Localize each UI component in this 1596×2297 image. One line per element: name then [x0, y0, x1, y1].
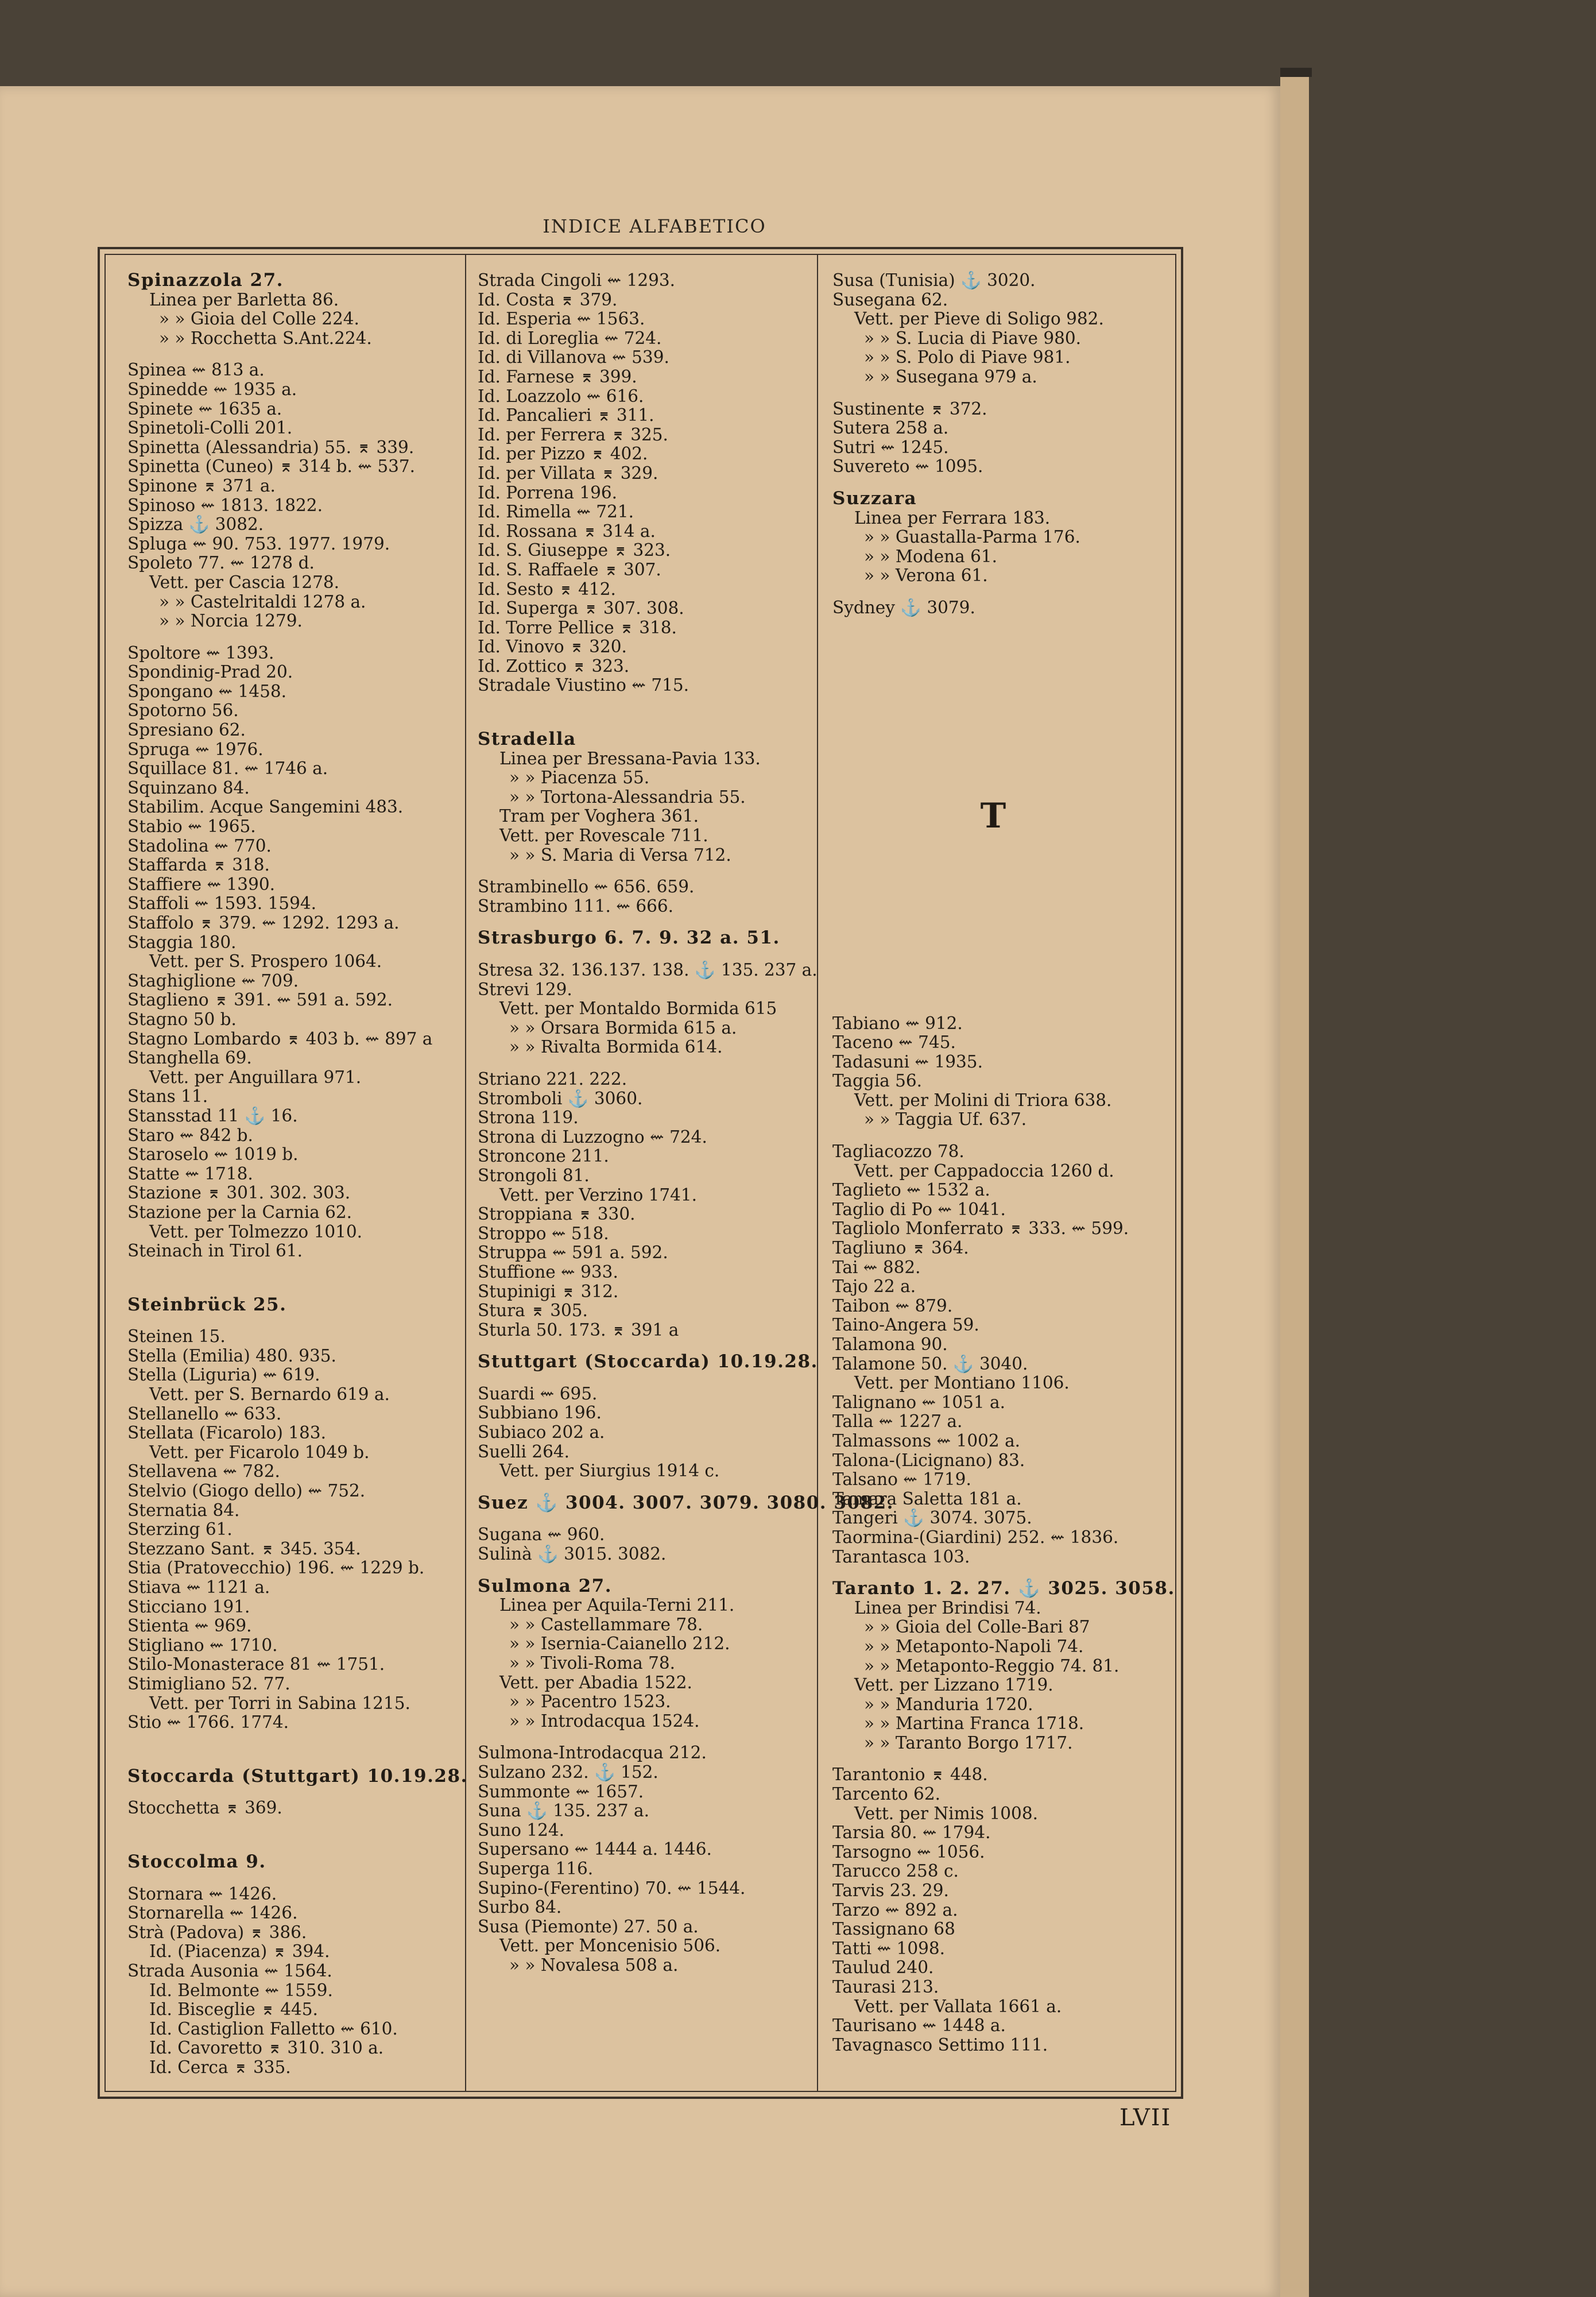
index-entry: Id. Sesto ⌆ 412. — [478, 579, 616, 599]
index-entry: Linea per Brindisi 74. — [854, 1598, 1041, 1618]
index-entry: Linea per Aquila-Terni 211. — [499, 1595, 735, 1615]
page-edge — [1280, 72, 1309, 2297]
index-entry: Sulmona-Introdacqua 212. — [478, 1743, 707, 1763]
index-entry: Superga 116. — [478, 1858, 594, 1878]
index-entry: Summonte ⇜ 1657. — [478, 1781, 644, 1801]
index-entry: Strambino 111. ⇜ 666. — [478, 896, 674, 916]
index-entry: Id. Cerca ⌆ 335. — [149, 2057, 291, 2077]
index-entry: Stornarella ⇜ 1426. — [127, 1903, 298, 1923]
index-entry: Sydney ⚓ 3079. — [832, 597, 975, 617]
index-entry: » » Novalesa 508 a. — [509, 1955, 679, 1975]
spacer — [127, 1818, 449, 1853]
index-entry: Id. Loazzolo ⇜ 616. — [478, 386, 644, 406]
index-entry: Tram per Voghera 361. — [499, 806, 699, 826]
index-entry: Stura ⌆ 305. — [478, 1301, 588, 1321]
index-entry: Steinen 15. — [127, 1327, 226, 1347]
index-entry: » » Verona 61. — [864, 566, 988, 586]
index-entry: Statte ⇜ 1718. — [127, 1163, 253, 1184]
index-entry: Supersano ⇜ 1444 a. 1446. — [478, 1839, 712, 1859]
index-entry: Vett. per Cappadoccia 1260 d. — [854, 1161, 1114, 1181]
index-entry: » » Orsara Bormida 615 a. — [509, 1018, 737, 1038]
spacer — [478, 695, 799, 730]
index-entry: » » Isernia-Caianello 212. — [509, 1634, 730, 1654]
spacer — [478, 1372, 799, 1385]
index-entry: Sustinente ⌆ 372. — [832, 399, 987, 419]
index-entry: Stupinigi ⌆ 312. — [478, 1281, 619, 1301]
index-heading: Taranto 1. 2. 27. ⚓ 3025. 3058. — [832, 1578, 1175, 1599]
index-heading: Spinazzola 27. — [127, 270, 284, 291]
index-entry: Stroppo ⇜ 518. — [478, 1223, 609, 1243]
index-entry: » » Castellammare 78. — [509, 1614, 703, 1634]
index-entry: Id. Bisceglie ⌆ 445. — [149, 2000, 318, 2020]
index-entry: Taibon ⇜ 879. — [832, 1296, 953, 1316]
index-entry: Stia (Pratovecchio) 196. ⇜ 1229 b. — [127, 1558, 425, 1578]
index-entry: Sutri ⇜ 1245. — [832, 437, 949, 457]
index-entry: Suna ⚓ 135. 237 a. — [478, 1801, 649, 1821]
index-column-1 — [127, 270, 468, 2077]
index-entry: Susa (Piemonte) 27. 50 a. — [478, 1916, 699, 1936]
index-entry: Squinzano 84. — [127, 778, 250, 798]
index-entry: Linea per Bressana-Pavia 133. — [499, 748, 761, 768]
section-letter: T — [980, 795, 1006, 836]
index-entry: Spinetoli-Colli 201. — [127, 418, 293, 438]
index-entry: Strada Cingoli ⇜ 1293. — [478, 270, 676, 290]
index-entry: Vett. per Vallata 1661 a. — [854, 1996, 1062, 2016]
index-entry: Id. (Piacenza) ⌆ 394. — [149, 1942, 330, 1962]
index-entry: Id. Superga ⌆ 307. 308. — [478, 598, 684, 618]
index-entry: Stabio ⇜ 1965. — [127, 817, 256, 837]
index-entry: Subbiano 196. — [478, 1403, 602, 1423]
index-entry: Talamone 50. ⚓ 3040. — [832, 1354, 1028, 1374]
index-entry: Tarsogno ⇜ 1056. — [832, 1842, 985, 1862]
index-entry: Id. Torre Pellice ⌆ 318. — [478, 617, 677, 637]
index-entry: Suardi ⇜ 695. — [478, 1383, 598, 1403]
index-heading: Stoccarda (Stuttgart) 10.19.28. — [127, 1765, 468, 1786]
index-entry: Sternatia 84. — [127, 1500, 240, 1520]
index-entry: » » Manduria 1720. — [864, 1694, 1033, 1714]
index-entry: Tadasuni ⇜ 1935. — [832, 1051, 983, 1072]
index-entry: Spoleto 77. ⇜ 1278 d. — [127, 553, 315, 573]
index-entry: Stazione ⌆ 301. 302. 303. — [127, 1183, 351, 1203]
index-entry: Taulud 240. — [832, 1958, 934, 1978]
index-entry: Id. per Ferrera ⌆ 325. — [478, 424, 668, 444]
index-heading: Suez ⚓ 3004. 3007. 3079. 3080. 3082. — [478, 1492, 894, 1513]
spacer — [832, 1753, 1154, 1765]
index-entry: Spinete ⇜ 1635 a. — [127, 399, 282, 419]
index-entry: Staffoli ⇜ 1593. 1594. — [127, 894, 316, 914]
spacer — [478, 1057, 799, 1070]
index-entry: Spongano ⇜ 1458. — [127, 681, 287, 701]
index-entry: Stresa 32. 136.137. 138. ⚓ 135. 237 a. — [478, 960, 818, 980]
index-entry: Stimigliano 52. 77. — [127, 1673, 290, 1693]
index-entry: Tarzo ⇜ 892 a. — [832, 1900, 958, 1920]
index-entry: Spinoso ⇜ 1813. 1822. — [127, 495, 323, 515]
index-entry: Vett. per Molini di Triora 638. — [854, 1090, 1112, 1110]
index-entry: Stellata (Ficarolo) 183. — [127, 1423, 326, 1443]
index-entry: Sutera 258 a. — [832, 418, 949, 438]
index-entry: Stocchetta ⌆ 369. — [127, 1798, 282, 1818]
index-entry: Id. Cavoretto ⌆ 310. 310 a. — [149, 2038, 384, 2058]
index-entry: Tavagnasco Settimo 111. — [832, 2035, 1048, 2055]
index-entry: Vett. per Nimis 1008. — [854, 1803, 1038, 1823]
spacer — [832, 618, 1154, 790]
index-entry: » » Norcia 1279. — [159, 611, 303, 631]
index-entry: Sterzing 61. — [127, 1519, 233, 1540]
index-entry: Stazione per la Carnia 62. — [127, 1202, 352, 1222]
index-entry: Vett. per Montiano 1106. — [854, 1373, 1070, 1393]
index-entry: Vett. per Tolmezzo 1010. — [149, 1221, 363, 1242]
index-entry: Spinedde ⇜ 1935 a. — [127, 379, 297, 399]
index-entry: » » Modena 61. — [864, 546, 998, 566]
index-entry: Vett. per Ficarolo 1049 b. — [149, 1442, 370, 1462]
page-header: INDICE ALFABETICO — [543, 215, 766, 237]
index-entry: Tajo 22 a. — [832, 1277, 916, 1297]
index-entry: Staroselo ⇜ 1019 b. — [127, 1144, 299, 1165]
index-entry: Id. Pancalieri ⌆ 311. — [478, 405, 654, 426]
index-entry: Striano 221. 222. — [478, 1069, 627, 1089]
index-entry: Id. Rimella ⇜ 721. — [478, 502, 634, 522]
index-entry: Staffarda ⌆ 318. — [127, 855, 270, 875]
index-entry: Suvereto ⇜ 1095. — [832, 457, 983, 477]
spacer — [127, 1733, 449, 1767]
index-entry: Taormina-(Giardini) 252. ⇜ 1836. — [832, 1527, 1119, 1547]
index-column-3 — [832, 270, 1175, 2055]
index-entry: Spinone ⌆ 371 a. — [127, 475, 276, 496]
spacer — [127, 348, 449, 361]
index-entry: Susa (Tunisia) ⚓ 3020. — [832, 270, 1036, 290]
spacer — [478, 865, 799, 877]
index-entry: Staffiere ⇜ 1390. — [127, 874, 275, 894]
index-entry: » » Taranto Borgo 1717. — [864, 1733, 1073, 1753]
index-entry: Id. Costa ⌆ 379. — [478, 289, 618, 310]
index-entry: Strongoli 81. — [478, 1165, 590, 1185]
index-heading: Stradella — [478, 729, 576, 750]
index-entry: Talamona 90. — [832, 1335, 948, 1354]
page-edge-top — [1280, 68, 1312, 77]
index-entry: Suno 124. — [478, 1820, 565, 1840]
index-entry: Id. Castiglion Falletto ⇜ 610. — [149, 2018, 398, 2039]
index-entry: Stilo-Monasterace 81 ⇜ 1751. — [127, 1654, 385, 1675]
index-entry: Strevi 129. — [478, 979, 572, 999]
index-entry: Tassignano 68 — [832, 1919, 955, 1939]
spacer — [478, 948, 799, 961]
index-entry: Sticciano 191. — [127, 1596, 250, 1617]
index-entry: Id. S. Giuseppe ⌆ 323. — [478, 540, 671, 560]
index-entry: Taino-Angera 59. — [832, 1315, 979, 1335]
column-divider-2 — [817, 254, 818, 2092]
index-entry: Linea per Barletta 86. — [149, 289, 339, 310]
index-entry: Id. Porrena 196. — [478, 482, 618, 502]
index-entry: Taglieto ⇜ 1532 a. — [832, 1180, 990, 1200]
index-entry: Susegana 62. — [832, 289, 948, 310]
index-entry: Stezzano Sant. ⌆ 345. 354. — [127, 1538, 361, 1559]
index-entry: Tagliacozzo 78. — [832, 1142, 964, 1162]
index-entry: Tarantasca 103. — [832, 1546, 970, 1567]
spacer — [832, 477, 1154, 489]
spacer — [127, 1261, 449, 1296]
index-entry: Vett. per S. Prospero 1064. — [149, 952, 382, 972]
index-entry: Stiava ⇜ 1121 a. — [127, 1577, 270, 1597]
index-entry: Id. per Pizzo ⌆ 402. — [478, 444, 648, 464]
index-heading: Steinbrück 25. — [127, 1294, 287, 1315]
spacer — [478, 1481, 799, 1494]
index-heading: Stoccolma 9. — [127, 1851, 266, 1872]
page-number: LVII — [1119, 2105, 1172, 2131]
index-entry: Tangeri ⚓ 3074. 3075. — [832, 1508, 1032, 1528]
index-entry: » » Pacentro 1523. — [509, 1692, 671, 1712]
index-entry: Id. Vinovo ⌆ 320. — [478, 637, 627, 657]
index-entry: Struppa ⇜ 591 a. 592. — [478, 1243, 668, 1263]
index-entry: Tarcento 62. — [832, 1784, 940, 1804]
index-entry: Talsano ⇜ 1719. — [832, 1470, 971, 1490]
index-entry: Staghiglione ⇜ 709. — [127, 970, 299, 991]
index-entry: Vett. per Pieve di Soligo 982. — [854, 309, 1104, 329]
index-entry: Talla ⇜ 1227 a. — [832, 1412, 963, 1432]
index-entry: Taurisano ⇜ 1448 a. — [832, 2016, 1006, 2036]
spacer — [127, 1786, 449, 1799]
index-entry: » » Piacenza 55. — [509, 768, 650, 788]
index-entry: Stuffione ⇜ 933. — [478, 1262, 618, 1282]
index-entry: Id. per Villata ⌆ 329. — [478, 463, 658, 483]
index-entry: Spinetta (Alessandria) 55. ⌆ 339. — [127, 437, 415, 457]
index-entry: Spinetta (Cuneo) ⌆ 314 b. ⇜ 537. — [127, 457, 416, 477]
column-divider-1 — [465, 254, 466, 2092]
index-entry: Subiaco 202 a. — [478, 1422, 605, 1443]
index-entry: Staggia 180. — [127, 932, 237, 952]
index-entry: Id. Farnese ⌆ 399. — [478, 366, 637, 386]
spacer — [127, 1314, 449, 1327]
index-entry: Stellanello ⇜ 633. — [127, 1403, 282, 1424]
index-entry: Id. S. Raffaele ⌆ 307. — [478, 559, 661, 579]
index-entry: Stroncone 211. — [478, 1146, 609, 1166]
index-entry: » » Rivalta Bormida 614. — [509, 1037, 723, 1057]
index-entry: Id. di Villanova ⇜ 539. — [478, 347, 669, 368]
index-entry: Sugana ⇜ 960. — [478, 1525, 605, 1545]
index-entry: Steinach in Tirol 61. — [127, 1241, 303, 1261]
index-entry: » » Rocchetta S.Ant.224. — [159, 328, 372, 348]
index-entry: Strà (Padova) ⌆ 386. — [127, 1922, 307, 1942]
index-heading: Stuttgart (Stoccarda) 10.19.28. — [478, 1351, 818, 1372]
index-entry: Tagliolo Monferrato ⌆ 333. ⇜ 599. — [832, 1219, 1129, 1239]
index-entry: Squillace 81. ⇜ 1746 a. — [127, 759, 328, 779]
index-entry: Tai ⇜ 882. — [832, 1257, 921, 1277]
index-entry: » » S. Maria di Versa 712. — [509, 845, 731, 865]
spacer — [832, 1567, 1154, 1579]
index-entry: Vett. per Abadia 1522. — [499, 1672, 692, 1692]
index-entry: Spresiano 62. — [127, 720, 246, 740]
index-entry: Tarvis 23. 29. — [832, 1881, 949, 1901]
index-entry: Sturla 50. 173. ⌆ 391 a — [478, 1320, 679, 1340]
index-entry: » » Introdacqua 1524. — [509, 1711, 700, 1731]
spacer — [127, 1872, 449, 1885]
index-heading: Sulmona 27. — [478, 1575, 613, 1596]
spacer — [478, 916, 799, 929]
index-entry: » » Metaponto-Reggio 74. 81. — [864, 1656, 1119, 1676]
index-entry: Vett. per Montaldo Bormida 615 — [499, 999, 777, 1019]
index-entry: Staglieno ⌆ 391. ⇜ 591 a. 592. — [127, 990, 393, 1010]
index-entry: Vett. per S. Bernardo 619 a. — [149, 1385, 390, 1405]
index-entry: Taurasi 213. — [832, 1977, 939, 1997]
index-entry: Taceno ⇜ 745. — [832, 1033, 956, 1053]
spacer — [478, 1513, 799, 1525]
spacer — [127, 631, 449, 644]
index-entry: Id. Belmonte ⇜ 1559. — [149, 1980, 333, 2000]
index-entry: Staffolo ⌆ 379. ⇜ 1292. 1293 a. — [127, 913, 400, 933]
index-entry: Taggia 56. — [832, 1071, 923, 1091]
index-entry: Id. Rossana ⌆ 314 a. — [478, 521, 656, 541]
index-entry: Spondinig-Prad 20. — [127, 662, 293, 682]
index-entry: Stadolina ⇜ 770. — [127, 836, 272, 856]
index-heading: Suzzara — [832, 488, 917, 509]
index-entry: Spoltore ⇜ 1393. — [127, 643, 274, 663]
index-entry: » » Metaponto-Napoli 74. — [864, 1636, 1084, 1656]
index-entry: Tamara Saletta 181 a. — [832, 1488, 1022, 1509]
index-entry: Talona-(Licignano) 83. — [832, 1450, 1025, 1470]
index-entry: Stornara ⇜ 1426. — [127, 1884, 277, 1904]
spacer — [478, 1731, 799, 1743]
index-entry: Sulzano 232. ⚓ 152. — [478, 1762, 658, 1782]
index-entry: Tarantonio ⌆ 448. — [832, 1765, 988, 1785]
index-entry: Talignano ⇜ 1051 a. — [832, 1392, 1005, 1412]
index-entry: Tarucco 258 c. — [832, 1861, 959, 1881]
spacer — [832, 1130, 1154, 1142]
index-entry: » » S. Polo di Piave 981. — [864, 347, 1071, 368]
index-entry: Vett. per Torri in Sabina 1215. — [149, 1693, 410, 1713]
index-entry: Id. Zottico ⌆ 323. — [478, 656, 630, 676]
index-entry: Vett. per Verzino 1741. — [499, 1185, 698, 1205]
index-entry: Surbo 84. — [478, 1897, 562, 1917]
index-entry: Tagliuno ⌆ 364. — [832, 1238, 969, 1258]
index-entry: Stans 11. — [127, 1086, 208, 1107]
index-entry: » » Gioia del Colle 224. — [159, 309, 359, 329]
index-entry: Spinea ⇜ 813 a. — [127, 360, 265, 380]
index-entry: Id. di Loreglia ⇜ 724. — [478, 328, 662, 348]
index-entry: » » Martina Franca 1718. — [864, 1714, 1084, 1734]
index-entry: Stelvio (Giogo dello) ⇜ 752. — [127, 1481, 366, 1501]
spacer — [478, 1340, 799, 1352]
spacer — [832, 842, 1154, 1014]
index-entry: Strona di Luzzogno ⇜ 724. — [478, 1127, 707, 1147]
index-entry: Staro ⇜ 842 b. — [127, 1125, 253, 1145]
index-entry: Tabiano ⇜ 912. — [832, 1013, 963, 1033]
index-entry: Stagno Lombardo ⌆ 403 b. ⇜ 897 a — [127, 1028, 433, 1049]
index-entry: Spizza ⚓ 3082. — [127, 515, 264, 535]
index-entry: Spotorno 56. — [127, 701, 239, 721]
index-entry: Strada Ausonia ⇜ 1564. — [127, 1960, 332, 1981]
index-entry: » » Gioia del Colle-Bari 87 — [864, 1617, 1090, 1637]
index-entry: Spruga ⇜ 1976. — [127, 739, 264, 759]
index-entry: » » S. Lucia di Piave 980. — [864, 328, 1082, 348]
spacer — [832, 586, 1154, 598]
index-entry: » » Tortona-Alessandria 55. — [509, 787, 746, 807]
index-entry: Supino-(Ferentino) 70. ⇜ 1544. — [478, 1878, 746, 1898]
index-entry: Linea per Ferrara 183. — [854, 508, 1051, 528]
index-entry: Talmassons ⇜ 1002 a. — [832, 1430, 1021, 1451]
index-entry: Vett. per Moncenisio 506. — [499, 1936, 721, 1956]
index-entry: Tarsia 80. ⇜ 1794. — [832, 1823, 991, 1843]
index-entry: Stella (Emilia) 480. 935. — [127, 1345, 336, 1366]
index-entry: Vett. per Siurgius 1914 c. — [499, 1461, 720, 1481]
index-entry: Stabilim. Acque Sangemini 483. — [127, 797, 404, 817]
index-entry: Stradale Viustino ⇜ 715. — [478, 675, 689, 695]
index-entry: Spluga ⇜ 90. 753. 1977. 1979. — [127, 533, 390, 554]
index-entry: Strambinello ⇜ 656. 659. — [478, 877, 695, 897]
index-entry: Vett. per Cascia 1278. — [149, 572, 340, 592]
index-entry: » » Guastalla-Parma 176. — [864, 527, 1080, 547]
index-entry: Vett. per Rovescale 711. — [499, 826, 708, 846]
index-entry: » » Tivoli-Roma 78. — [509, 1653, 676, 1673]
index-entry: Stagno 50 b. — [127, 1009, 237, 1029]
index-entry: Stansstad 11 ⚓ 16. — [127, 1105, 298, 1126]
index-entry: Strona 119. — [478, 1108, 579, 1128]
index-entry: Stroppiana ⌆ 330. — [478, 1204, 636, 1224]
index-entry: Stromboli ⚓ 3060. — [478, 1088, 643, 1108]
spacer — [832, 387, 1154, 400]
index-entry: » » Susegana 979 a. — [864, 366, 1037, 386]
index-entry: Stienta ⇜ 969. — [127, 1616, 252, 1636]
index-heading: Strasburgo 6. 7. 9. 32 a. 51. — [478, 927, 780, 949]
spacer — [478, 1564, 799, 1577]
index-entry: Stanghella 69. — [127, 1048, 252, 1068]
index-entry: Stellavena ⇜ 782. — [127, 1461, 280, 1482]
index-entry: Taglio di Po ⇜ 1041. — [832, 1199, 1006, 1219]
index-entry: Sulinà ⚓ 3015. 3082. — [478, 1544, 667, 1564]
index-entry: Suelli 264. — [478, 1441, 570, 1461]
index-entry: Vett. per Anguillara 971. — [149, 1067, 362, 1087]
index-entry: Stio ⇜ 1766. 1774. — [127, 1712, 289, 1733]
index-entry: » » Taggia Uf. 637. — [864, 1109, 1027, 1130]
index-entry: Id. Esperia ⇜ 1563. — [478, 309, 645, 329]
index-entry: Stigliano ⇜ 1710. — [127, 1635, 278, 1655]
index-entry: Vett. per Lizzano 1719. — [854, 1675, 1053, 1695]
index-entry: Stella (Liguria) ⇜ 619. — [127, 1365, 320, 1385]
index-entry: » » Castelritaldi 1278 a. — [159, 591, 366, 612]
index-entry: Tatti ⇜ 1098. — [832, 1938, 946, 1958]
